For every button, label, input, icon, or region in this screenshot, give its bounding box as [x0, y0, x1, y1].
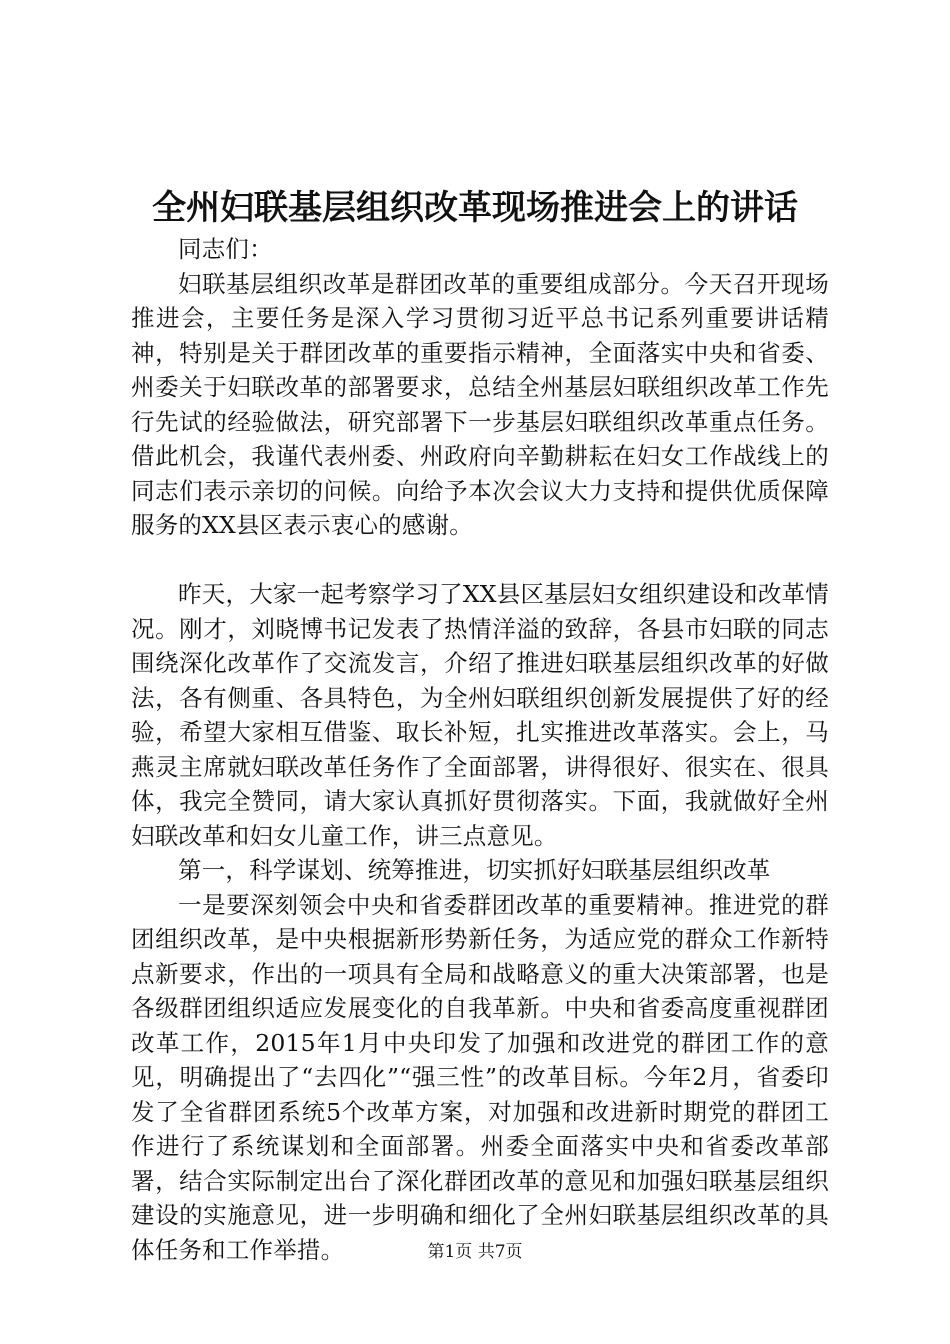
document-title: 全州妇联基层组织改革现场推进会上的讲话: [152, 188, 798, 228]
document-body: [131, 232, 829, 1267]
paragraph-intro: 妇联基层组织改革是群团改革的重要组成部分。今天召开现场推进会，主要任务是深入学习贯彻习近平总书记系列重要讲话精神，特别是关于群团改革的重要指示精神，全面落实中央和省委、州委关于妇联改革的部署要求，总结全州基层妇联组织改革工作先行先试的经验做法，研究部署下一步基层妇联组织改革重点任务。借此机会，我谨代表州委、州政府向辛勤耕耘在妇女工作战线上的同志们表示亲切的问候。向给予本次会议大力支持和提供优质保障服务的XX县区表示衷心的感谢。: [131, 269, 829, 539]
paragraph-point-one: 一是要深刻领会中央和省委群团改革的重要精神。推进党的群团组织改革，是中央根据新形势新任务，为适应党的群众工作新特点新要求，作出的一项具有全局和战略意义的重大决策部署，也是各级群团组织适应发展变化的自我革新。中央和省委高度重视群团改革工作，2015年1月中央印发了加强和改进党的群团工作的意见，明确提出了“去四化”“强三性”的改革目标。今年2月，省委印发了全省群团系统5个改革方案，对加强和改进新时期党的群团工作进行了系统谋划和全面部署。州委全面落实中央和省委改革部署，结合实际制定出台了深化群团改革的意见和加强妇联基层组织建设的实施意见，进一步明确和细化了全州妇联基层组织改革的具体任务和工作举措。: [131, 890, 829, 1264]
section-heading-first: 第一，科学谋划、统筹推进，切实抓好妇联基层组织改革: [178, 856, 771, 884]
page-number: 第1页 共7页: [427, 1242, 523, 1262]
salutation: 同志们：: [178, 235, 273, 263]
paragraph-spacer: [131, 543, 829, 578]
paragraph-review: 昨天，大家一起考察学习了XX县区基层妇女组织建设和改革情况。刚才，刘晓博书记发表了热情洋溢的致辞，各县市妇联的同志围绕深化改革作了交流发言，介绍了推进妇联基层组织改革的好做法，各有侧重、各具特色，为全州妇联组织创新发展提供了好的经验，希望大家相互借鉴、取长补短，扎实推进改革落实。会上，马燕灵主席就妇联改革任务作了全面部署，讲得很好、很实在、很具体，我完全赞同，请大家认真抓好贯彻落实。下面，我就做好全州妇联改革和妇女儿童工作，讲三点意见。: [131, 580, 829, 850]
